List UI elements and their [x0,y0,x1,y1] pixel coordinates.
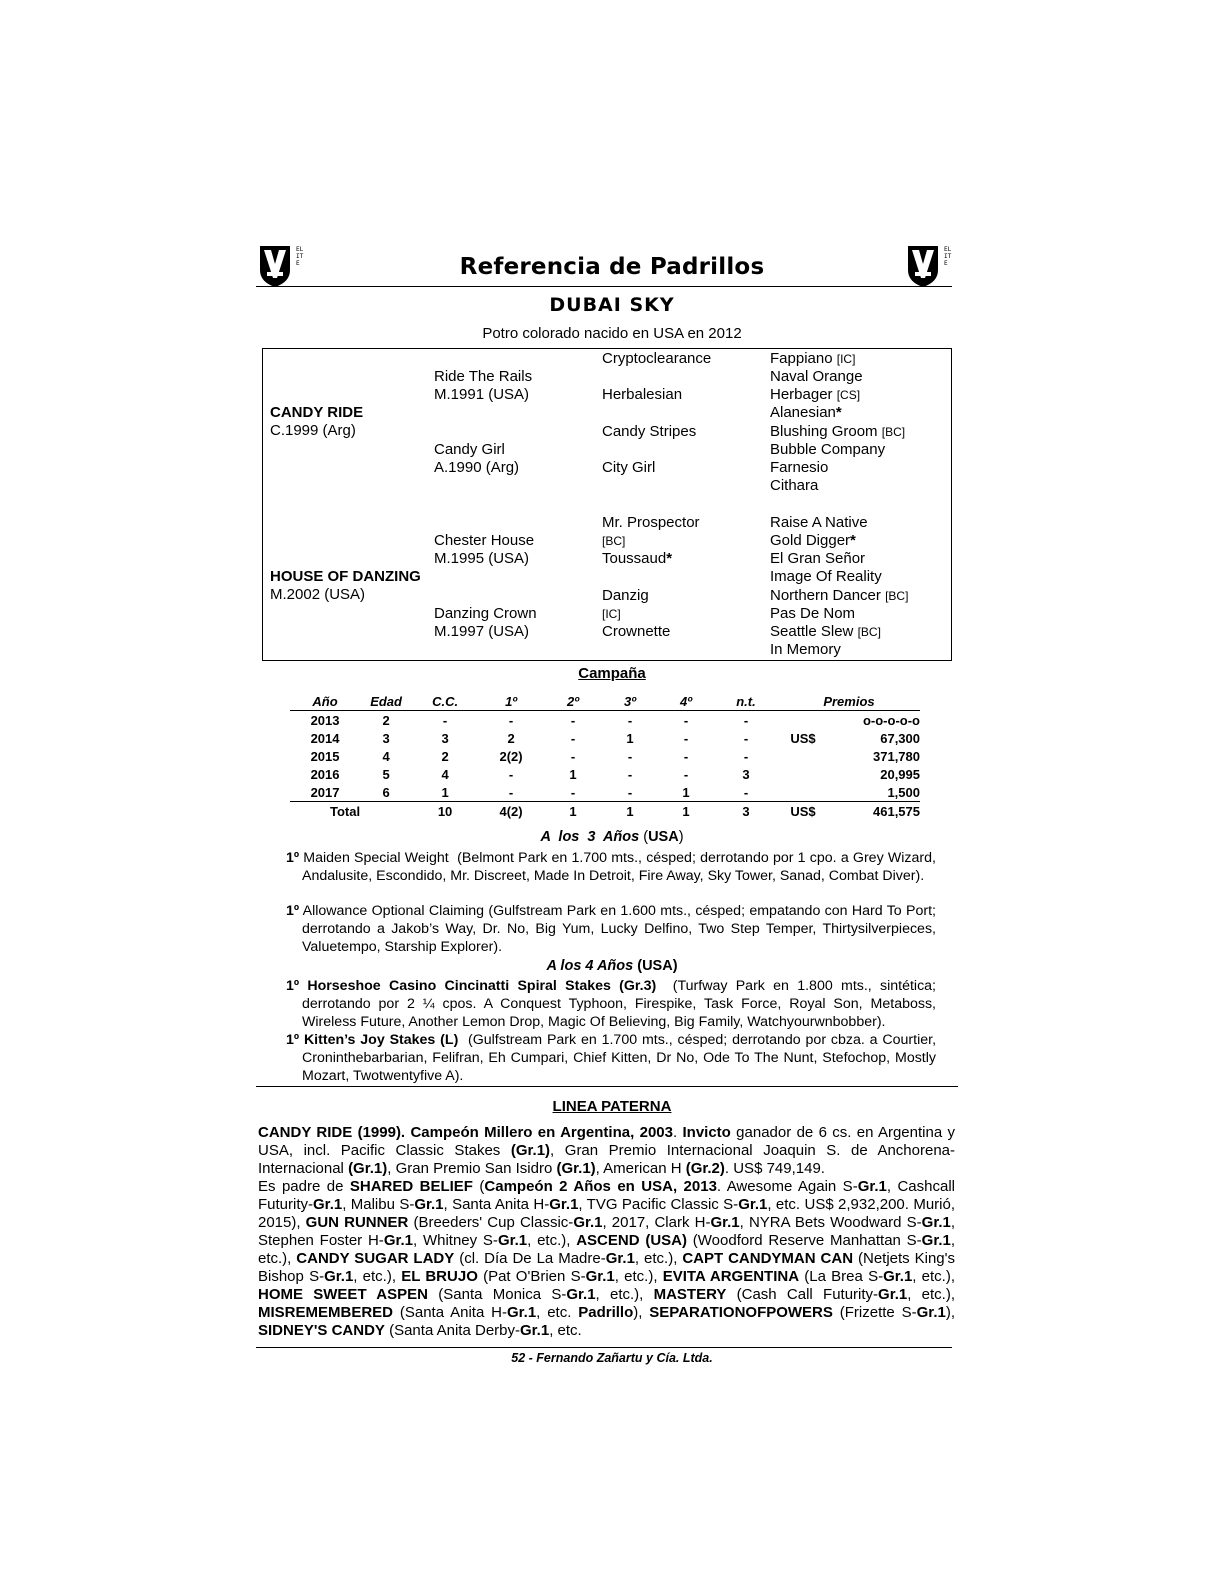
pedigree-ancestor: Crownette [602,623,671,640]
race-entry: 1º Maiden Special Weight (Belmont Park en 1.700 mts., césped; derrotando por 1 cpo. a Grey Wizard, Andalusite, Escondido, Mr. Discreet, Made In Detroit, Fire Away, Sky Tower, Sanad, Combat Diver). [286,850,936,884]
pedigree-ancestor: Mr. Prospector [BC] [602,514,700,548]
pedigree-ancestor: Naval Orange [770,368,863,385]
campaign-total-row: Total 10 4(2) 1 1 1 3 US$ 461,575 [290,802,920,821]
page-footer: 52 - Fernando Zañartu y Cía. Ltda. [511,1351,713,1365]
pedigree-ancestor: Gold Digger* [770,532,856,549]
campaign-header-row: Año Edad C.C. 1º 2º 3º 4º n.t. Premios [290,693,920,711]
pedigree-grandsire-dam: Chester House M.1995 (USA) [434,532,535,567]
pedigree-ancestor: Seattle Slew [BC] [770,623,881,640]
age4-heading: A los 4 Años (USA) [546,958,678,974]
linea-paterna-title: LINEA PATERNA [552,1098,672,1115]
pedigree-granddam-dam: Danzing Crown M.1997 (USA) [434,605,537,640]
pedigree-ancestor: Herbager [CS] [770,386,861,403]
race-entry: 1º Allowance Optional Claiming (Gulfstream Park en 1.600 mts., césped; empatando con Hard To Port; derrotando a Jakob’s Way, Dr. No, Big Yum, Lucky Delfino, Two Step Temper, Thirtysilverpieces, Valuetempo, Starship Explorer). [286,903,936,955]
campaign-row: 2016 5 4 - 1 - - 3 20,995 [310,766,920,782]
pedigree-ancestor: Herbalesian [602,386,683,403]
campaign-row: 2017 6 1 - - - 1 - 1,500 [310,784,920,800]
section-divider [256,1086,958,1087]
pedigree-ancestor: Alanesian* [770,404,842,421]
pedigree-ancestor: In Memory [770,641,841,658]
race-entry: 1º Kitten’s Joy Stakes (L) (Gulfstream Park en 1.700 mts., césped; derrotando por cbza. a Courtier, Croninthebarbarian, Felifran, Eh Cumpari, Chief Kitten, Dr No, Ode To The Nunt, Stefochop, Mostly Mozart, Twotwentyfive A). [286,1032,937,1084]
race-entry: 1º Horseshoe Casino Cincinatti Spiral Stakes (Gr.3) (Turfway Park en 1.800 mts., sintética; derrotando por 2 ¼ cpos. A Conquest Typhoon, Firespike, Task Force, Royal Son, Metaboss, Wireless Future, Another Lemon Drop, Magic Of Believing, Big Family, Watchyourwnbobber). [286,978,937,1030]
campaign-table [290,693,920,820]
logo-text: ELITE [944,246,952,267]
campaign-title: Campaña [578,665,646,682]
pedigree-granddam: Candy Girl A.1990 (Arg) [434,441,520,476]
horse-name: DUBAI SKY [549,294,675,316]
title-divider [256,286,952,287]
pedigree-grandsire: Ride The Rails M.1991 (USA) [434,368,533,403]
pedigree-ancestor: Raise A Native [770,514,868,531]
pedigree-ancestor: Pas De Nom [770,605,856,622]
pedigree-ancestor: Northern Dancer [BC] [770,587,909,604]
pedigree-ancestor: Toussaud* [602,550,673,567]
pedigree-dam: HOUSE OF DANZING M.2002 (USA) [270,568,421,603]
pedigree-table [262,348,952,661]
linea-paragraph: Es padre de SHARED BELIEF (Campeón 2 Años en USA, 2013. Awesome Again S-Gr.1, Cashcall Futurity-Gr.1, Malibu S-Gr.1, Santa Anita H-Gr.1, TVG Pacific Classic S-Gr.1, etc. US$ 2,932,200. Murió, 2015), GUN RUNNER (Breeders' Cup Classic-Gr.1, 2017, Clark H-Gr.1, NYRA Bets Woodward S-Gr.1, Stephen Foster H-Gr.1, Whitney S-Gr.1, etc.), ASCEND (USA) (Woodford Reserve Manhattan S-Gr.1, etc.), CANDY SUGAR LADY (cl. Día De La Madre-Gr.1, etc.), CAPT CANDYMAN CAN (Netjets King's Bishop S-Gr.1, etc.), EL BRUJO (Pat O'Brien S-Gr.1, etc.), EVITA ARGENTINA (La Brea S-Gr.1, etc.), HOME SWEET ASPEN (Santa Monica S-Gr.1, etc.), MASTERY (Cash Call Futurity-Gr.1, etc.), MISREMEMBERED (Santa Anita H-Gr.1, etc. Padrillo), SEPARATIONOFPOWERS (Frizette S-Gr.1), SIDNEY'S CANDY (Santa Anita Derby-Gr.1, etc. [258,1178,956,1339]
campaign-row: 2013 2 - - - - - - o-o-o-o-o [310,712,920,728]
pedigree-ancestor: Image Of Reality [770,568,882,585]
pedigree-ancestor: Farnesio [770,459,829,476]
linea-paragraph: CANDY RIDE (1999). Campeón Millero en Argentina, 2003. Invicto ganador de 6 cs. en Argentina y USA, incl. Pacific Classic Stakes (Gr.1), Gran Premio Internacional Joaquin S. de Anchorena-Internacional (Gr.1), Gran Premio San Isidro (Gr.1), American H (Gr.2). US$ 749,149. [258,1124,956,1177]
linea-paterna-text [258,1124,955,1340]
horse-description: Potro colorado nacido en USA en 2012 [482,325,742,342]
age3-heading: A los 3 Años (USA) [540,829,684,845]
pedigree-sire: CANDY RIDE C.1999 (Arg) [270,404,364,439]
shield-logo-icon [258,244,292,288]
pedigree-ancestor: Blushing Groom [BC] [770,423,906,440]
pedigree-ancestor: Danzig [IC] [602,587,649,621]
pedigree-ancestor: Fappiano [IC] [770,350,856,367]
pedigree-ancestor: Cithara [770,477,819,494]
pedigree-ancestor: Candy Stripes [602,423,697,440]
logo-text: ELITE [296,246,304,267]
pedigree-ancestor: Cryptoclearance [602,350,712,367]
pedigree-ancestor: City Girl [602,459,656,476]
pedigree-ancestor: El Gran Señor [770,550,866,567]
page-title: Referencia de Padrillos [459,254,765,280]
campaign-row: 2015 4 2 2(2) - - - - 371,780 [310,748,920,764]
pedigree-ancestor: Bubble Company [770,441,886,458]
footer-divider [256,1347,952,1348]
campaign-row: 2014 3 3 2 - 1 - - US$ 67,300 [310,730,920,746]
